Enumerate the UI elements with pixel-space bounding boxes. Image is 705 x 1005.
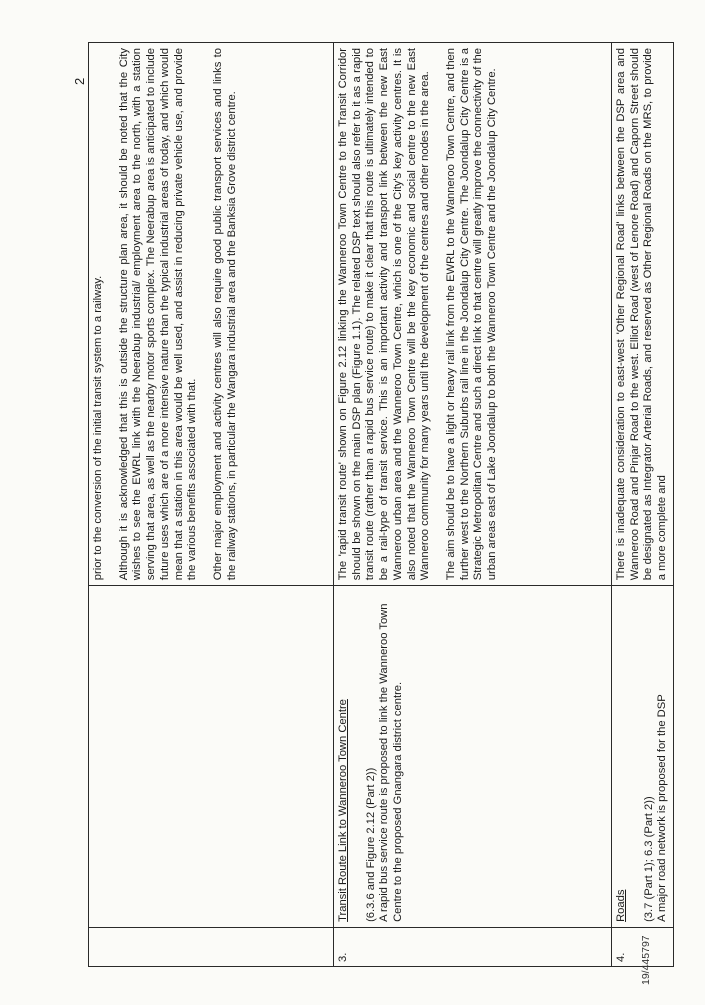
table-row (334, 43, 612, 967)
issue-cell (334, 586, 612, 928)
issue-heading: Transit Route Link to Wanneroo Town Centre (337, 699, 349, 922)
response-paragraph: Other major employment and activity centres will also require good public transport services and links to the railway stations, in particular the Wangara industrial area and the Banksia Grove district centre. (211, 48, 238, 581)
response-paragraph: Although it is acknowledged that this is outside the structure plan area, it should be noted that the City wishes to see the EWRL link with the Neerabup industrial/ employment area to the north, with a station serving that area, as well as the nearby motor sports complex. The Neerabup area is anticipated to include future uses which are of a more intensive nature than the typical industrial areas of today, and which would mean that a station in this area would be well used, and assist in reducing private vehicle use, and provide the various benefits associated with that. (117, 48, 199, 581)
issue-description: A rapid bus service route is proposed to link the Wanneroo Town Centre to the proposed Gnangara district centre. (378, 603, 405, 922)
issue-description: A major road network is proposed for the DSP (656, 694, 669, 922)
issue-reference: (3.7 (Part 1); 6.3 (Part 2)) (642, 796, 655, 922)
response-paragraph: The 'rapid transit route' shown on Figure 2.12 linking the Wanneroo Town Centre to the Transit Corridor should be shown on the main DSP plan (Figure 1.1). The related DSP text should also refer to it as a rapid transit route (rather than a rapid bus service route) to make it clear that this route is ultimately intended to be a rail-type of transit service. This is an important activity and transport link between the new East Wanneroo urban area and the Wanneroo Town Centre, which is one of the City's key activity centres. It is also noted that the Wanneroo Town Centre will be the key economic and social centre to the new East Wanneroo community for many years until the development of the centres and other nodes in the area. (337, 48, 432, 581)
issue-heading: Roads (615, 889, 627, 922)
submission-table (88, 42, 674, 967)
issue-cell (89, 586, 334, 928)
page-number: 2 (72, 77, 87, 85)
response-cell (612, 43, 674, 586)
row-number: 4. (615, 952, 627, 962)
issue-cell (612, 586, 674, 928)
row-number-cell (334, 927, 612, 966)
issue-reference: (6.3.6 and Figure 2.12 (Part 2)) (364, 767, 377, 922)
document-reference: 19/445797 (640, 935, 652, 985)
row-number: 3. (337, 952, 349, 962)
response-cell (89, 43, 334, 586)
response-paragraph: The aim should be to have a light or heavy rail link from the EWRL to the Wanneroo Town Centre, and then further west to the Northern Suburbs rail line in the Joondalup City Centre. The Joondalup City Centre is a Strategic Metropolitan Centre and such a direct link to that centre will greatly improve the connectivity of the urban areas east of Lake Joondalup to both the Wanneroo Town Centre and the Joondalup City Centre. (444, 48, 499, 581)
response-paragraph: prior to the conversion of the initial transit system to a railway. (92, 275, 104, 581)
response-paragraph: There is inadequate consideration to east-west 'Other Regional Road' links between the DSP area and Wanneroo Road and Pinjar Road to the west. Elliot Road (west of Lenore Road) and Caporn Street should be designated as Integrator Arterial Roads, and reserved as Other Regional Roads on the MRS, to provide a more complete and (615, 48, 669, 581)
response-cell (334, 43, 612, 586)
table-row (612, 43, 674, 967)
table-row (89, 43, 334, 967)
row-number-cell (89, 927, 334, 966)
